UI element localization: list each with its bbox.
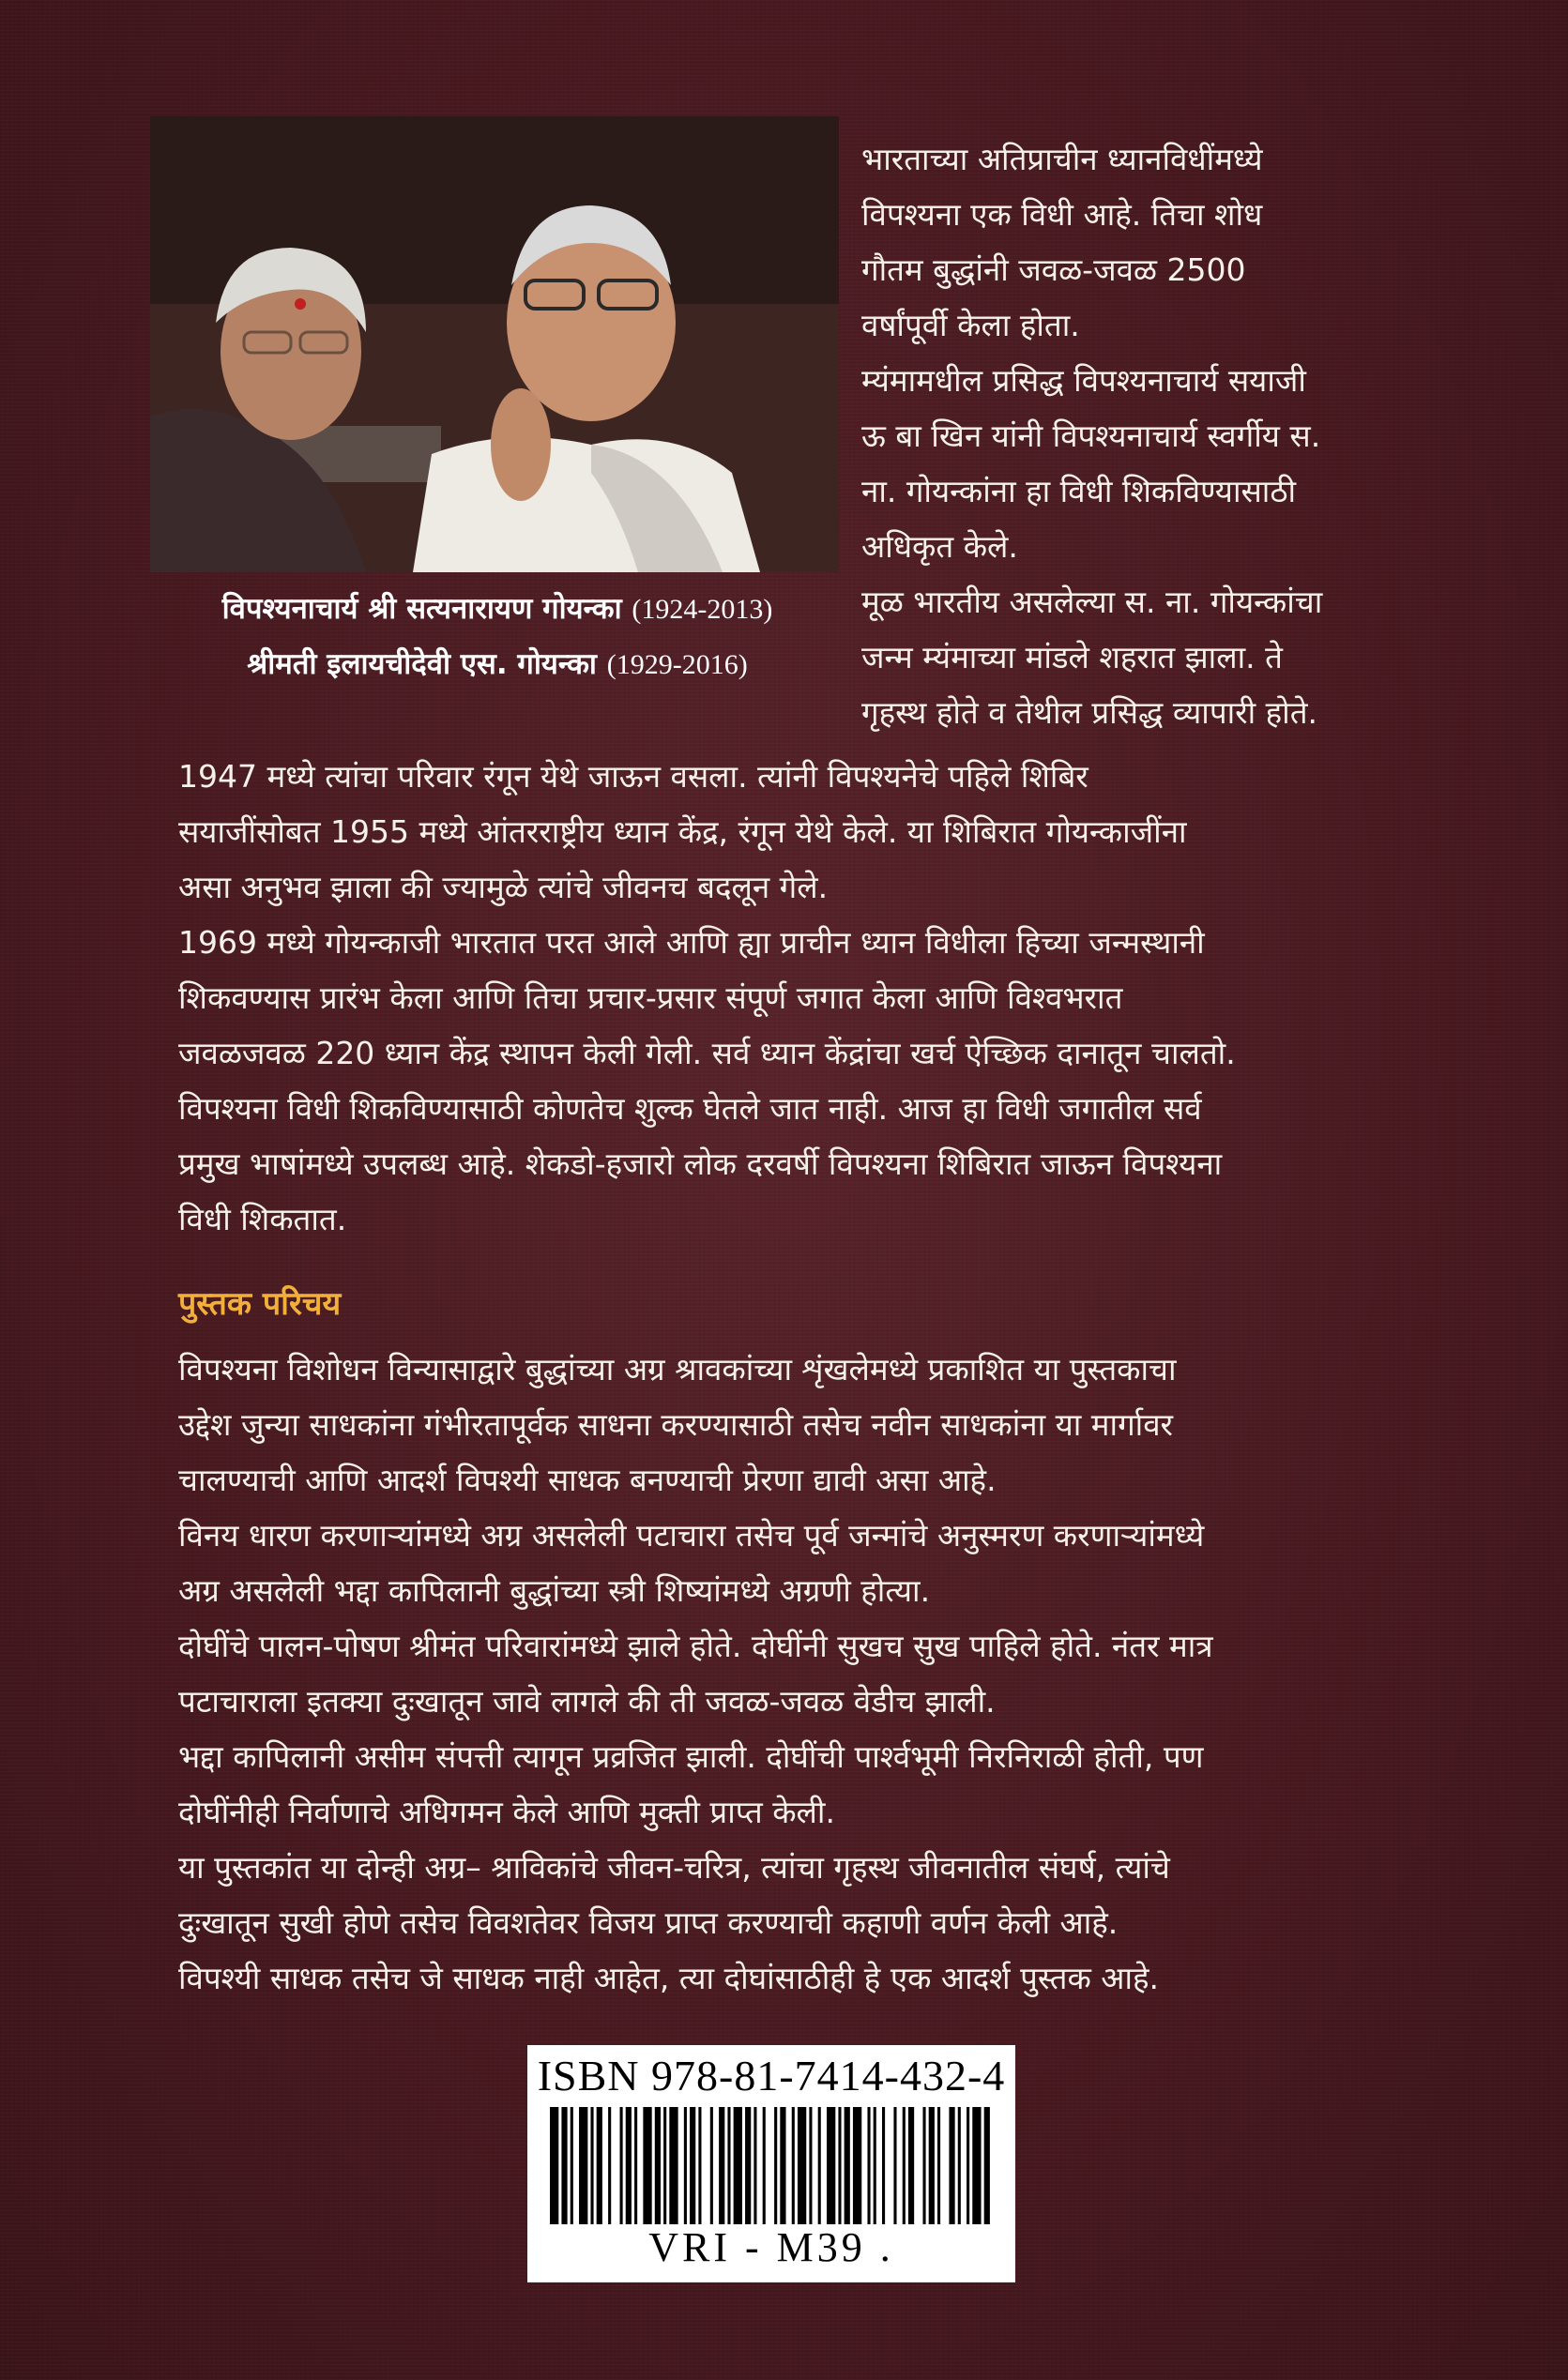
book-intro-heading: पुस्तक परिचय (178, 1285, 342, 1323)
author-photo (150, 116, 839, 572)
barcode-bar (845, 2107, 850, 2224)
text-line: 1947 मध्ये त्यांचा परिवार रंगून येथे जाऊन वसला. त्यांनी विपश्यनेचे पहिले शिबिर (178, 758, 1088, 795)
barcode-bar (774, 2107, 777, 2224)
barcode-bar (663, 2107, 666, 2224)
portrait-photo-icon (150, 116, 839, 572)
barcode-bar (908, 2107, 914, 2224)
intro-full-paragraph (178, 749, 1236, 1247)
text-line: विनय धारण करणाऱ्यांमध्ये अग्र असलेली पटाचारा तसेच पूर्व जन्मांचे अनुस्मरण करणाऱ्यांमध्ये (178, 1517, 1205, 1554)
barcode-label (527, 2045, 1015, 2282)
barcode-bar (967, 2107, 969, 2224)
caption-line-1 (141, 588, 854, 628)
text-line: विपश्यना विशोधन विन्यासाद्वारे बुद्धांच्या अग्र श्रावकांच्या शृंखलेमध्ये प्रकाशित या पुस्तकाचा (178, 1351, 1177, 1387)
barcode-bar (922, 2107, 925, 2224)
barcode-bar (754, 2107, 756, 2224)
text-line: विपश्यी साधक तसेच जे साधक नाही आहेत, त्या दोघांसाठीही हे एक आदर्श पुस्तक आहे. (178, 1960, 1160, 1996)
intro-right-column (861, 131, 1322, 740)
barcode-bar (608, 2107, 611, 2224)
barcode-bar (620, 2107, 623, 2224)
barcode-bar (626, 2107, 632, 2224)
barcode-bar (780, 2107, 785, 2224)
text-line: भद्दा कापिलानी असीम संपत्ती त्यागून प्रव्रजित झाली. दोघींची पार्श्वभूमी निरनिराळी होती, पण (178, 1738, 1204, 1775)
barcode-bar (903, 2107, 906, 2224)
caption-name-1: विपश्यनाचार्य श्री सत्यनारायण गोयन्का (221, 592, 622, 626)
text-line: चालण्याची आणि आदर्श विपश्यी साधक बनण्याची प्रेरणा द्यावी असा आहे. (178, 1462, 997, 1498)
caption-years-1: (1924-2013) (632, 594, 773, 625)
text-line: दोघींनीही निर्वाणाचे अधिगमन केले आणि मुक्ती प्राप्त केली. (178, 1794, 835, 1830)
text-line: अधिकृत केले. (861, 528, 1018, 565)
barcode-bar (571, 2107, 573, 2224)
barcode-bar (698, 2107, 701, 2224)
caption-name-2: श्रीमती इलायचीदेवी एस. गोयन्का (247, 647, 597, 681)
text-line: पटाचाराला इतक्या दुःखातून जावे लागले की ती जवळ-जवळ वेडीच झाली. (178, 1683, 996, 1720)
barcode-bar (745, 2107, 751, 2224)
text-line: वर्षांपूर्वी केला होता. (861, 307, 1080, 343)
barcode-bar (867, 2107, 870, 2224)
barcode-bar (937, 2107, 940, 2224)
text-line: म्यंमामधील प्रसिद्ध विपश्यनाचार्य सयाजी (861, 362, 1306, 399)
caption-line-2 (141, 644, 854, 683)
barcode-bar (727, 2107, 730, 2224)
catalog-code: VRI - M39 . (648, 2224, 894, 2270)
barcode-bar (827, 2107, 835, 2224)
text-line: असा अनुभव झाला की ज्यामुळे त्यांचे जीवनच बदलून गेले. (178, 869, 829, 905)
barcode-bar (669, 2107, 677, 2224)
text-line: भारताच्या अतिप्राचीन ध्यानविधींमध्ये (861, 141, 1263, 177)
barcode-bar (710, 2107, 713, 2224)
barcode-bar (734, 2107, 742, 2224)
text-line: विपश्यना विधी शिकविण्यासाठी कोणतेच शुल्क घेतले जात नाही. आज हा विधी जगातील सर्व (178, 1090, 1202, 1127)
text-line: उद्देश जुन्या साधकांना गंभीरतापूर्वक साधना करण्यासाठी तसेच नवीन साधकांना या मार्गावर (178, 1406, 1174, 1443)
barcode-bar (561, 2107, 567, 2224)
text-line: दोघींचे पालन-पोषण श्रीमंत परिवारांमध्ये झाले होते. दोघींनी सुखच सुख पाहिले होते. नंतर मात्र (178, 1628, 1213, 1664)
barcode-bar (597, 2107, 602, 2224)
barcode-bar (590, 2107, 593, 2224)
barcode-bar (643, 2107, 651, 2224)
text-line: शिकवण्यास प्रारंभ केला आणि तिचा प्रचार-प्रसार संपूर्ण जगात केला आणि विश्वभरात (178, 979, 1123, 1016)
text-line: विधी शिकतात. (178, 1201, 347, 1237)
text-line: जन्म म्यंमाच्या मांडले शहरात झाला. ते (861, 639, 1283, 675)
book-intro-paragraph (178, 1342, 1213, 2006)
text-line: मूळ भारतीय असलेल्या स. ना. गोयन्कांचा (861, 584, 1323, 620)
barcode-bar (792, 2107, 795, 2224)
barcode-bar (972, 2107, 981, 2224)
caption-years-2: (1929-2016) (606, 649, 748, 680)
barcode-bar (763, 2107, 766, 2224)
text-line: अग्र असलेली भद्दा कापिलानी बुद्धांच्या स्त्री शिष्यांमध्ये अग्रणी होत्या. (178, 1572, 931, 1609)
text-line: गौतम बुद्धांनी जवळ-जवळ 2500 (861, 251, 1246, 288)
text-line: 1969 मध्ये गोयन्काजी भारतात परत आले आणि ह्या प्राचीन ध्यान विधीला हिच्या जन्मस्थानी (178, 924, 1205, 961)
barcode-bar (893, 2107, 896, 2224)
barcode-bar (929, 2107, 935, 2224)
barcode-bar (882, 2107, 885, 2224)
barcode-bar (634, 2107, 637, 2224)
text-line: ऊ बा खिन यांनी विपश्यनाचार्य स्वर्गीय स. (861, 417, 1321, 454)
barcode-bar (949, 2107, 954, 2224)
barcode-bar (550, 2107, 558, 2224)
barcode-bar (984, 2107, 990, 2224)
barcode-bar (655, 2107, 661, 2224)
barcode-icon (550, 2107, 993, 2224)
barcode-bar (719, 2107, 724, 2224)
barcode-bar (958, 2107, 961, 2224)
barcode-bar (853, 2107, 861, 2224)
text-line: विपश्यना एक विधी आहे. तिचा शोध (861, 196, 1263, 233)
isbn-text: ISBN 978-81-7414-432-4 (537, 2052, 1006, 2100)
text-line: दुःखातून सुखी होणे तसेच विवशतेवर विजय प्राप्त करण्याची कहाणी वर्णन केली आहे. (178, 1904, 1119, 1941)
barcode-bar (690, 2107, 695, 2224)
barcode-bar (818, 2107, 821, 2224)
barcode-bar (874, 2107, 876, 2224)
text-line: जवळजवळ 220 ध्यान केंद्र स्थापन केली गेली. सर्व ध्यान केंद्रांचा खर्च ऐच्छिक दानातून चालतो. (178, 1035, 1236, 1071)
text-line: प्रमुख भाषांमध्ये उपलब्ध आहे. शेकडो-हजारो लोक दरवर्षी विपश्यना शिबिरात जाऊन विपश्यना (178, 1145, 1223, 1182)
barcode-bar (838, 2107, 841, 2224)
text-line: सयाजींसोबत 1955 मध्ये आंतरराष्ट्रीय ध्यान केंद्र, रंगून येथे केले. या शिबिरात गोयन्काजींना (178, 813, 1187, 850)
barcode-bar (798, 2107, 806, 2224)
text-line: ना. गोयन्कांना हा विधी शिकविण्यासाठी (861, 473, 1297, 509)
barcode-bar (684, 2107, 687, 2224)
text-line: गृहस्थ होते व तेथील प्रसिद्ध व्यापारी होते. (861, 694, 1318, 731)
barcode-bar (809, 2107, 812, 2224)
barcode-bar (579, 2107, 587, 2224)
text-line: या पुस्तकांत या दोन्ही अग्र– श्राविकांचे जीवन-चरित्र, त्यांचा गृहस्थ जीवनातील संघर्ष, त्यांचे (178, 1849, 1170, 1886)
